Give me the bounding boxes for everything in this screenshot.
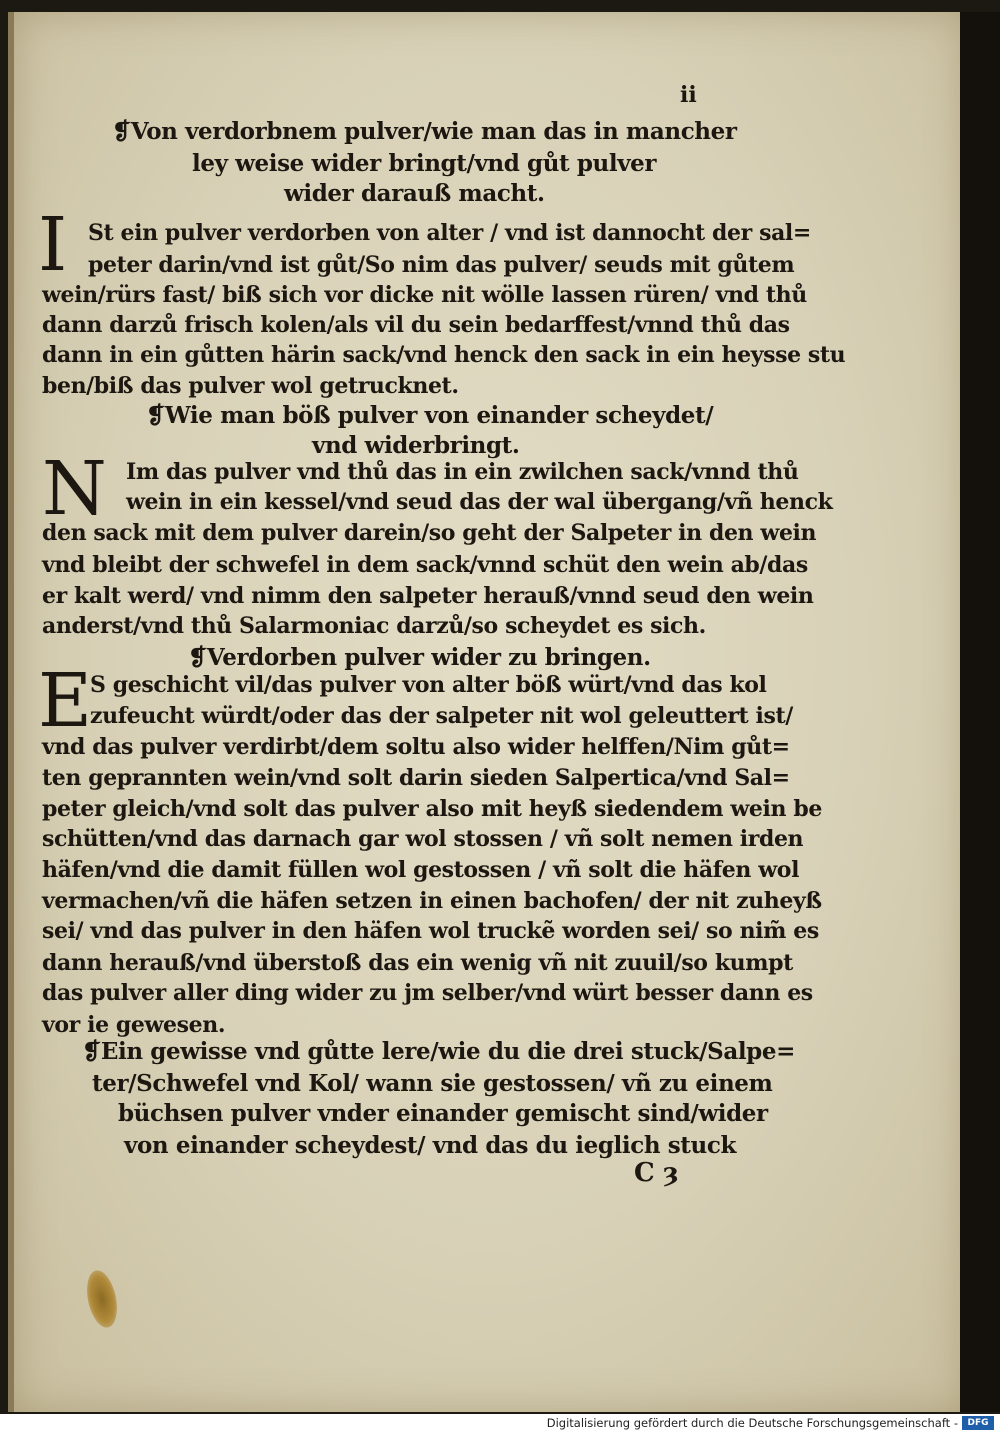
heading-line: ❡Wie man böß pulver von einander scheydet/ <box>146 402 714 429</box>
heading-line: ❡Verdorben pulver wider zu bringen. <box>188 644 651 671</box>
text-line: peter darin/vnd ist gůt/So nim das pulver/ seuds mit gůtem <box>88 252 795 278</box>
footer-bar <box>0 1414 1000 1434</box>
text-line: dann darzů frisch kolen/als vil du sein bedarffest/vnnd thů das <box>42 312 790 338</box>
heading-line: ❡Von verdorbnem pulver/wie man das in mancher <box>112 118 737 145</box>
dfg-logo-icon: DFG <box>962 1416 994 1430</box>
text-line: peter gleich/vnd solt das pulver also mit heyß siedendem wein be <box>42 796 822 822</box>
text-line: er kalt werd/ vnd nimm den salpeter herauß/vnnd seud den wein <box>42 583 814 609</box>
text-line: dann herauß/vnd überstoß das ein wenig vñ nit zuuil/so kumpt <box>42 950 793 976</box>
drop-initial: E <box>38 658 93 744</box>
folio-number: ii <box>680 82 697 108</box>
heading-line: wider darauß macht. <box>284 180 545 207</box>
text-line: wein/rürs fast/ biß sich vor dicke nit wölle lassen rüren/ vnd thů <box>42 282 807 308</box>
text-line: vor ie gewesen. <box>42 1012 226 1038</box>
text-line: vnd bleibt der schwefel in dem sack/vnnd schüt den wein ab/das <box>42 552 808 578</box>
text-line: S geschicht vil/das pulver von alter böß würt/vnd das kol <box>90 672 767 698</box>
text-line: schütten/vnd das darnach gar wol stossen / vñ solt nemen irden <box>42 826 804 852</box>
text-line: St ein pulver verdorben von alter / vnd ist dannocht der sal= <box>88 220 811 246</box>
heading-line: von einander scheydest/ vnd das du ieglich stuck <box>124 1132 736 1159</box>
heading-line: büchsen pulver vnder einander gemischt sind/wider <box>118 1100 768 1127</box>
footer-credit: Digitalisierung gefördert durch die Deutsche Forschungsgemeinschaft - <box>546 1416 958 1430</box>
heading-line: vnd widerbringt. <box>312 432 520 459</box>
drop-initial: N <box>42 446 107 532</box>
text-line: anderst/vnd thů Salarmoniac darzů/so scheydet es sich. <box>42 613 706 639</box>
heading-line: ❡Ein gewisse vnd gůtte lere/wie du die drei stuck/Salpe= <box>82 1038 795 1065</box>
text-line: das pulver aller ding wider zu jm selber/vnd würt besser dann es <box>42 980 813 1006</box>
text-line: wein in ein kessel/vnd seud das der wal übergang/vñ henck <box>126 489 833 515</box>
text-line: zufeucht würdt/oder das der salpeter nit wol geleuttert ist/ <box>90 703 793 729</box>
drop-initial: I <box>38 202 68 288</box>
text-line: ben/biß das pulver wol getrucknet. <box>42 373 459 399</box>
text-line: sei/ vnd das pulver in den häfen wol truckẽ worden sei/ so nim̃ es <box>42 918 819 944</box>
text-line: vnd das pulver verdirbt/dem soltu also wider helffen/Nim gůt= <box>42 734 790 760</box>
text-line: dann in ein gůtten härin sack/vnd henck den sack in ein heysse stu <box>42 342 846 368</box>
text-line: Im das pulver vnd thů das in ein zwilchen sack/vnnd thů <box>126 459 799 485</box>
signature-mark: C ȝ <box>634 1158 679 1188</box>
text-line: ten geprannten wein/vnd solt darin sieden Salpertica/vnd Sal= <box>42 765 790 791</box>
text-line: den sack mit dem pulver darein/so geht der Salpeter in den wein <box>42 520 817 546</box>
page-edge <box>960 12 1000 1412</box>
text-line: vermachen/vñ die häfen setzen in einen bachofen/ der nit zuheyß <box>42 888 822 914</box>
heading-line: ley weise wider bringt/vnd gůt pulver <box>192 150 657 177</box>
heading-line: ter/Schwefel vnd Kol/ wann sie gestossen/ vñ zu einem <box>92 1070 773 1097</box>
text-line: häfen/vnd die damit füllen wol gestossen / vñ solt die häfen wol <box>42 857 800 883</box>
